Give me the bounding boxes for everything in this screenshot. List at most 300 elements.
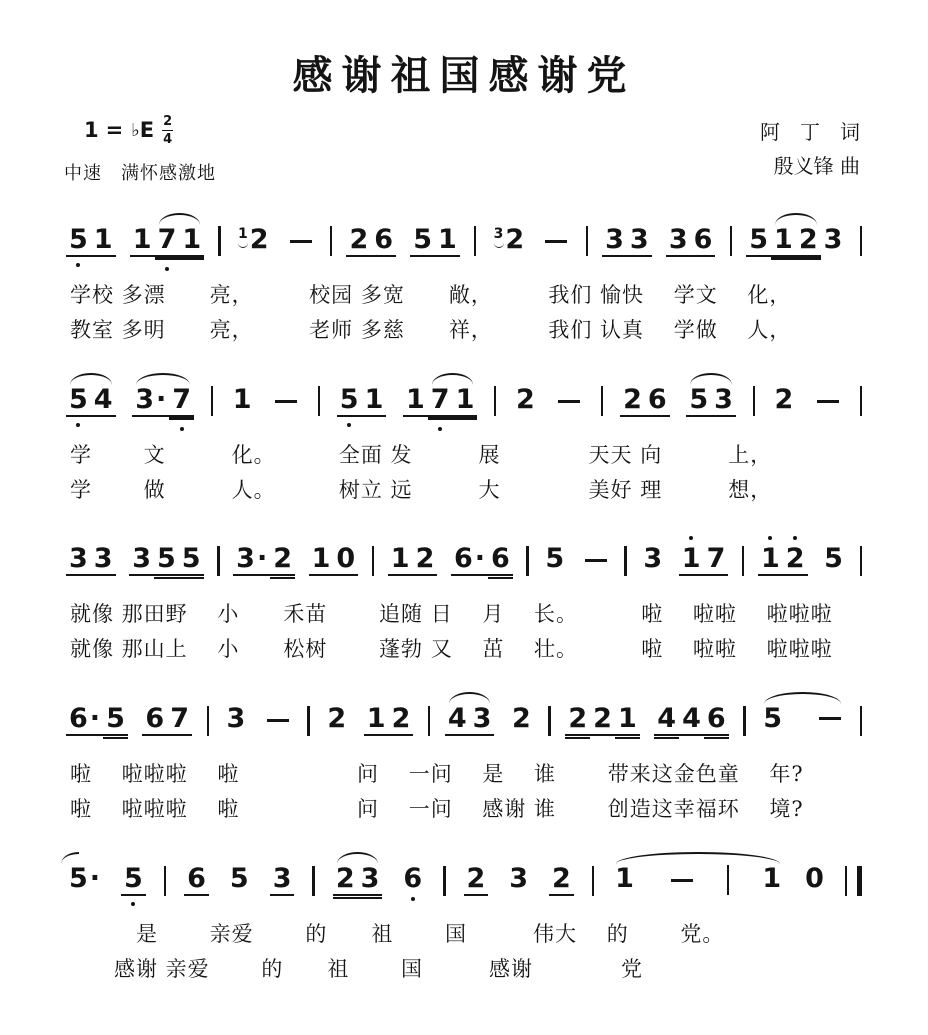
beam-group [66, 223, 116, 257]
barline [860, 386, 862, 416]
octave-dot-low [411, 897, 415, 901]
note-digit: 1 [132, 223, 152, 255]
note [691, 223, 716, 257]
barline [624, 546, 626, 576]
duration-dash [817, 400, 839, 403]
system-2 [64, 369, 864, 505]
note [602, 223, 627, 257]
note-digit: 2 [785, 543, 805, 575]
lyric-line-2: 学 做 人。 树立 远 大 美好 理 想， [70, 477, 773, 502]
note [491, 223, 528, 255]
note-digit: 5 [181, 543, 201, 575]
note [488, 545, 513, 576]
note [346, 223, 371, 257]
note [464, 865, 489, 896]
note-digit: 3 [272, 863, 292, 895]
note-digit: 1 [366, 703, 386, 735]
note [66, 383, 91, 417]
note-digit: 2 [327, 703, 347, 735]
note-digit: 1 [390, 543, 410, 575]
note [410, 223, 435, 257]
note-digit: 7 [430, 383, 450, 415]
note-digit: 2 [349, 223, 369, 255]
note [513, 383, 538, 415]
credits-block [760, 115, 864, 183]
note [451, 545, 488, 576]
note-digit: 1 [438, 223, 457, 255]
augmentation-dot: · [156, 383, 167, 415]
beam-group [602, 223, 652, 257]
note-digit: 5 [229, 863, 249, 895]
note [91, 545, 116, 576]
octave-dot-low [76, 263, 80, 267]
note-digit: 6 [187, 863, 206, 895]
note [66, 705, 103, 736]
note [666, 223, 691, 257]
note [179, 223, 204, 257]
notation-row [64, 369, 864, 435]
note [654, 705, 679, 736]
duration-dash [558, 400, 580, 403]
beam-group [403, 383, 477, 417]
note-digit: 7 [157, 223, 177, 255]
note [821, 223, 846, 255]
note-digit: 6 [693, 223, 713, 255]
key-tempo-block [64, 115, 216, 185]
octave-dot-high [768, 536, 772, 540]
key-signature [64, 115, 216, 146]
lyric-line-2: 教室 多明 亮， 老师 多慈 祥， 我们 认真 学做 人， [70, 317, 792, 342]
barline [307, 706, 309, 736]
beam-group [410, 223, 460, 257]
barline [372, 546, 374, 576]
note-digit: 2 [516, 383, 535, 415]
note-digit: 6 [69, 703, 88, 735]
system-5 [64, 848, 864, 984]
note [400, 863, 425, 895]
note-digit: 3 [509, 863, 529, 895]
grace-note: 1 [237, 225, 248, 242]
note [428, 383, 453, 417]
note-digit: 6 [145, 703, 165, 735]
note-digit: 2 [249, 223, 269, 255]
beam-group [233, 545, 295, 576]
slur-group [428, 383, 478, 417]
note [413, 545, 438, 576]
duration-dash [275, 400, 297, 403]
note [821, 543, 846, 575]
note-digit: 5 [69, 223, 88, 255]
duration-dash [671, 879, 693, 882]
note-digit: 5 [69, 863, 88, 895]
lyric-line-1: 是 亲爱 的 祖 国 伟大 的 党。 [70, 922, 725, 947]
note [132, 383, 169, 417]
note [66, 863, 103, 895]
system-3 [64, 528, 864, 664]
beam-group [654, 705, 728, 736]
note [184, 865, 209, 896]
tempo-marking: 中速 满怀感激地 [64, 162, 216, 184]
barline [428, 706, 430, 736]
barline [218, 226, 220, 256]
beam-group [337, 383, 387, 417]
time-signature [162, 115, 173, 146]
note [542, 543, 567, 575]
note [640, 543, 665, 575]
note [309, 545, 334, 576]
note [445, 705, 470, 736]
barline [601, 386, 603, 416]
note-digit: 1 [232, 383, 252, 415]
barline [164, 866, 166, 896]
barline [443, 866, 445, 896]
note-digit: 1 [93, 223, 113, 255]
note-digit: 3 [132, 543, 151, 575]
note [362, 383, 387, 417]
note [758, 545, 783, 576]
beam-group [565, 705, 639, 736]
barline [318, 386, 320, 416]
grace-note: 3 [493, 225, 504, 242]
octave-dot-high [689, 536, 693, 540]
octave-dot-low [180, 427, 184, 431]
note-digit: 2 [552, 863, 571, 895]
note-digit: 2 [774, 383, 794, 415]
final-barline [845, 866, 862, 896]
duration-dash [290, 240, 312, 243]
note [358, 865, 383, 896]
note [453, 383, 478, 417]
note-digit: 5 [763, 703, 782, 735]
note-digit: 5 [124, 863, 143, 895]
note [103, 705, 128, 736]
note [227, 863, 252, 895]
note-digit: 2 [798, 223, 818, 255]
note-digit: 4 [682, 703, 701, 735]
beam-group [130, 223, 204, 257]
note-digit: 6 [403, 863, 423, 895]
barline [742, 546, 744, 576]
note [759, 863, 784, 895]
note-digit: 7 [706, 543, 726, 575]
note-digit: 3 [226, 703, 246, 735]
time-top: 2 [163, 114, 173, 129]
beam-group [346, 223, 396, 257]
note [66, 545, 91, 576]
note [783, 545, 808, 576]
barline [494, 386, 496, 416]
note [388, 545, 413, 576]
note-digit: 1 [364, 383, 384, 415]
barline [592, 866, 594, 896]
barline [548, 706, 550, 736]
note [169, 383, 194, 417]
augmentation-dot: · [256, 543, 268, 575]
note [509, 703, 534, 735]
note-digit: 2 [415, 543, 435, 575]
note-digit: 6 [491, 543, 510, 575]
barline [312, 866, 314, 896]
note-digit: 2 [623, 383, 642, 415]
note [224, 703, 249, 735]
note-digit: 2 [505, 223, 525, 255]
note [704, 705, 729, 736]
lyric-line-1: 学校 多漂 亮， 校园 多宽 敞， 我们 愉快 学文 化， [70, 282, 792, 307]
key-letter: E [139, 118, 155, 143]
composer-credit: 殷义锋 曲 [773, 154, 860, 178]
lyric-line-2: 啦 啦啦啦 啦 问 一问 感谢 谁 创造这幸福环 境? [70, 797, 804, 822]
note-digit: 3 [668, 223, 688, 255]
octave-dot-low [438, 427, 442, 431]
beam-group [388, 545, 438, 576]
slur-group [612, 865, 784, 895]
octave-dot-high [793, 536, 797, 540]
note-digit: 2 [466, 863, 486, 895]
note-digit: 7 [170, 703, 190, 735]
barline [730, 226, 732, 256]
note-digit: 3 [236, 543, 255, 575]
note-digit: 3 [643, 543, 663, 575]
note-digit: 1 [182, 223, 202, 255]
note [333, 545, 358, 576]
barline [474, 226, 476, 256]
note-digit: 2 [391, 703, 411, 735]
note-digit: 1 [617, 703, 637, 735]
beam-group [66, 705, 128, 736]
song-title: 感谢祖国感谢党 [292, 52, 636, 99]
note-digit: 5 [339, 383, 359, 415]
note [91, 223, 116, 257]
note-digit: 6 [706, 703, 726, 735]
note-digit: 3 [472, 703, 492, 735]
note [121, 865, 146, 896]
duration-dash [819, 717, 841, 720]
augmentation-dot: · [89, 863, 101, 895]
octave-dot-low [131, 902, 135, 906]
duration-dash [585, 559, 607, 562]
beam-group [66, 545, 116, 576]
note-digit: 5 [749, 223, 769, 255]
note [130, 223, 155, 257]
barline [860, 706, 862, 736]
note [389, 705, 414, 736]
barline [207, 706, 209, 736]
note [324, 703, 349, 735]
note [364, 705, 389, 736]
note-digit: 3 [69, 543, 88, 575]
octave-dot-low [347, 423, 351, 427]
note-digit: 3 [629, 223, 649, 255]
note [549, 865, 574, 896]
note [337, 383, 362, 417]
beam-group [746, 223, 845, 257]
note [620, 383, 645, 417]
note-digit: 1 [311, 543, 331, 575]
note-digit: 1 [760, 543, 780, 575]
note-digit: 5 [156, 543, 176, 575]
note [760, 703, 785, 735]
sheet-music-page [64, 44, 864, 984]
slur-group [445, 705, 495, 736]
note-digit: 1 [406, 383, 425, 415]
note-digit: 1 [615, 863, 634, 895]
note-digit: 2 [273, 543, 293, 575]
note-digit: 3 [714, 383, 733, 415]
octave-dot-low [76, 423, 80, 427]
notation-row [64, 848, 864, 914]
slur-group [66, 383, 116, 417]
barline [743, 706, 745, 736]
note-digit: 1 [762, 863, 782, 895]
note [627, 223, 652, 257]
lyric-line-2: 就像 那山上 小 松树 蓬勃 又 茁 壮。 啦 啦啦 啦啦啦 [70, 637, 833, 662]
note-digit: 3 [135, 383, 155, 415]
note [796, 223, 821, 257]
beam-group [309, 545, 359, 576]
note [679, 545, 704, 576]
note [179, 545, 204, 576]
beam-group [666, 223, 716, 257]
lyric-line-1: 学 文 化。 全面 发 展 天天 向 上， [70, 442, 773, 467]
note-digit: 3 [823, 223, 843, 255]
fraction-line [162, 130, 173, 132]
note [155, 223, 180, 257]
note [565, 705, 590, 736]
note [167, 705, 192, 736]
note [771, 223, 796, 257]
note [371, 223, 396, 257]
time-bottom: 4 [163, 131, 173, 147]
note [66, 223, 91, 257]
note [802, 863, 827, 895]
note [142, 705, 167, 736]
note-digit: 0 [805, 863, 824, 895]
system-1 [64, 209, 864, 345]
barline [753, 386, 755, 416]
note-digit: 5 [69, 383, 88, 415]
barline [330, 226, 332, 256]
note-digit: 4 [447, 703, 467, 735]
note-digit: 6 [647, 383, 667, 415]
note-digit: 3 [360, 863, 380, 895]
note [590, 705, 615, 736]
augmentation-dot: · [474, 543, 486, 575]
system-4 [64, 688, 864, 824]
tonic: 1 [84, 118, 99, 143]
note [746, 223, 771, 257]
note [270, 545, 295, 576]
note-digit: 2 [593, 703, 612, 735]
note [711, 383, 736, 417]
note [233, 545, 270, 576]
slur-group [686, 383, 736, 417]
note-digit: 5 [689, 383, 709, 415]
notation-row [64, 209, 864, 275]
note [129, 545, 154, 576]
note [679, 705, 704, 736]
notation-row [64, 688, 864, 754]
barline [860, 226, 862, 256]
barline [860, 546, 862, 576]
beam-group [620, 383, 670, 417]
note-digit: 2 [512, 703, 531, 735]
note-digit: 5 [106, 703, 125, 735]
score-header [64, 115, 864, 185]
slur-group [760, 703, 845, 735]
note-digit: 1 [774, 223, 793, 255]
note [403, 383, 428, 417]
flat-icon: ♭ [131, 119, 140, 141]
note [230, 383, 255, 415]
note [154, 545, 179, 576]
lyricist-credit: 阿 丁 词 [760, 120, 860, 144]
notation-row [64, 528, 864, 594]
note-digit: 5 [545, 543, 565, 575]
note-digit: 1 [455, 383, 475, 415]
slur-group [333, 865, 383, 896]
note-digit: 0 [336, 543, 356, 575]
note-digit: 4 [93, 383, 113, 415]
duration-dash [267, 719, 289, 722]
duration-dash [545, 240, 567, 243]
octave-dot-low [165, 267, 169, 271]
note [704, 545, 729, 576]
augmentation-dot: · [89, 703, 101, 735]
note [645, 383, 670, 417]
equals-sign: = [105, 118, 124, 143]
beam-group [129, 545, 203, 576]
note-digit: 2 [335, 863, 355, 895]
note-digit: 1 [681, 543, 701, 575]
note [470, 705, 495, 736]
barline [727, 865, 729, 895]
slur-group [771, 223, 821, 257]
note [612, 863, 637, 895]
note-digit: 2 [568, 703, 588, 735]
note [435, 223, 460, 257]
note [91, 383, 116, 417]
note [506, 863, 531, 895]
note [235, 223, 272, 255]
note [333, 865, 358, 896]
beam-group [142, 705, 192, 736]
note-digit: 6 [453, 543, 473, 575]
slur-group [132, 383, 194, 417]
note-digit: 3 [605, 223, 624, 255]
note-digit: 4 [657, 703, 677, 735]
note-digit: 5 [824, 543, 843, 575]
barline [526, 546, 528, 576]
beam-group [364, 705, 414, 736]
note-digit: 3 [93, 543, 113, 575]
note-digit: 6 [374, 223, 394, 255]
note [772, 383, 797, 415]
note [615, 705, 640, 736]
note-digit: 5 [413, 223, 433, 255]
lyric-line-1: 就像 那田野 小 禾苗 追随 日 月 长。 啦 啦啦 啦啦啦 [70, 602, 833, 627]
slur-group [155, 223, 205, 257]
note [270, 865, 295, 896]
note [686, 383, 711, 417]
lyric-line-2: 感谢 亲爱 的 祖 国 感谢 党 [70, 957, 644, 982]
barline [211, 386, 213, 416]
beam-group [679, 545, 729, 576]
beam-group [451, 545, 513, 576]
lyric-line-1: 啦 啦啦啦 啦 问 一问 是 谁 带来这金色童 年? [70, 762, 804, 787]
note-digit: 7 [172, 383, 192, 415]
barline [217, 546, 219, 576]
beam-group [758, 545, 808, 576]
